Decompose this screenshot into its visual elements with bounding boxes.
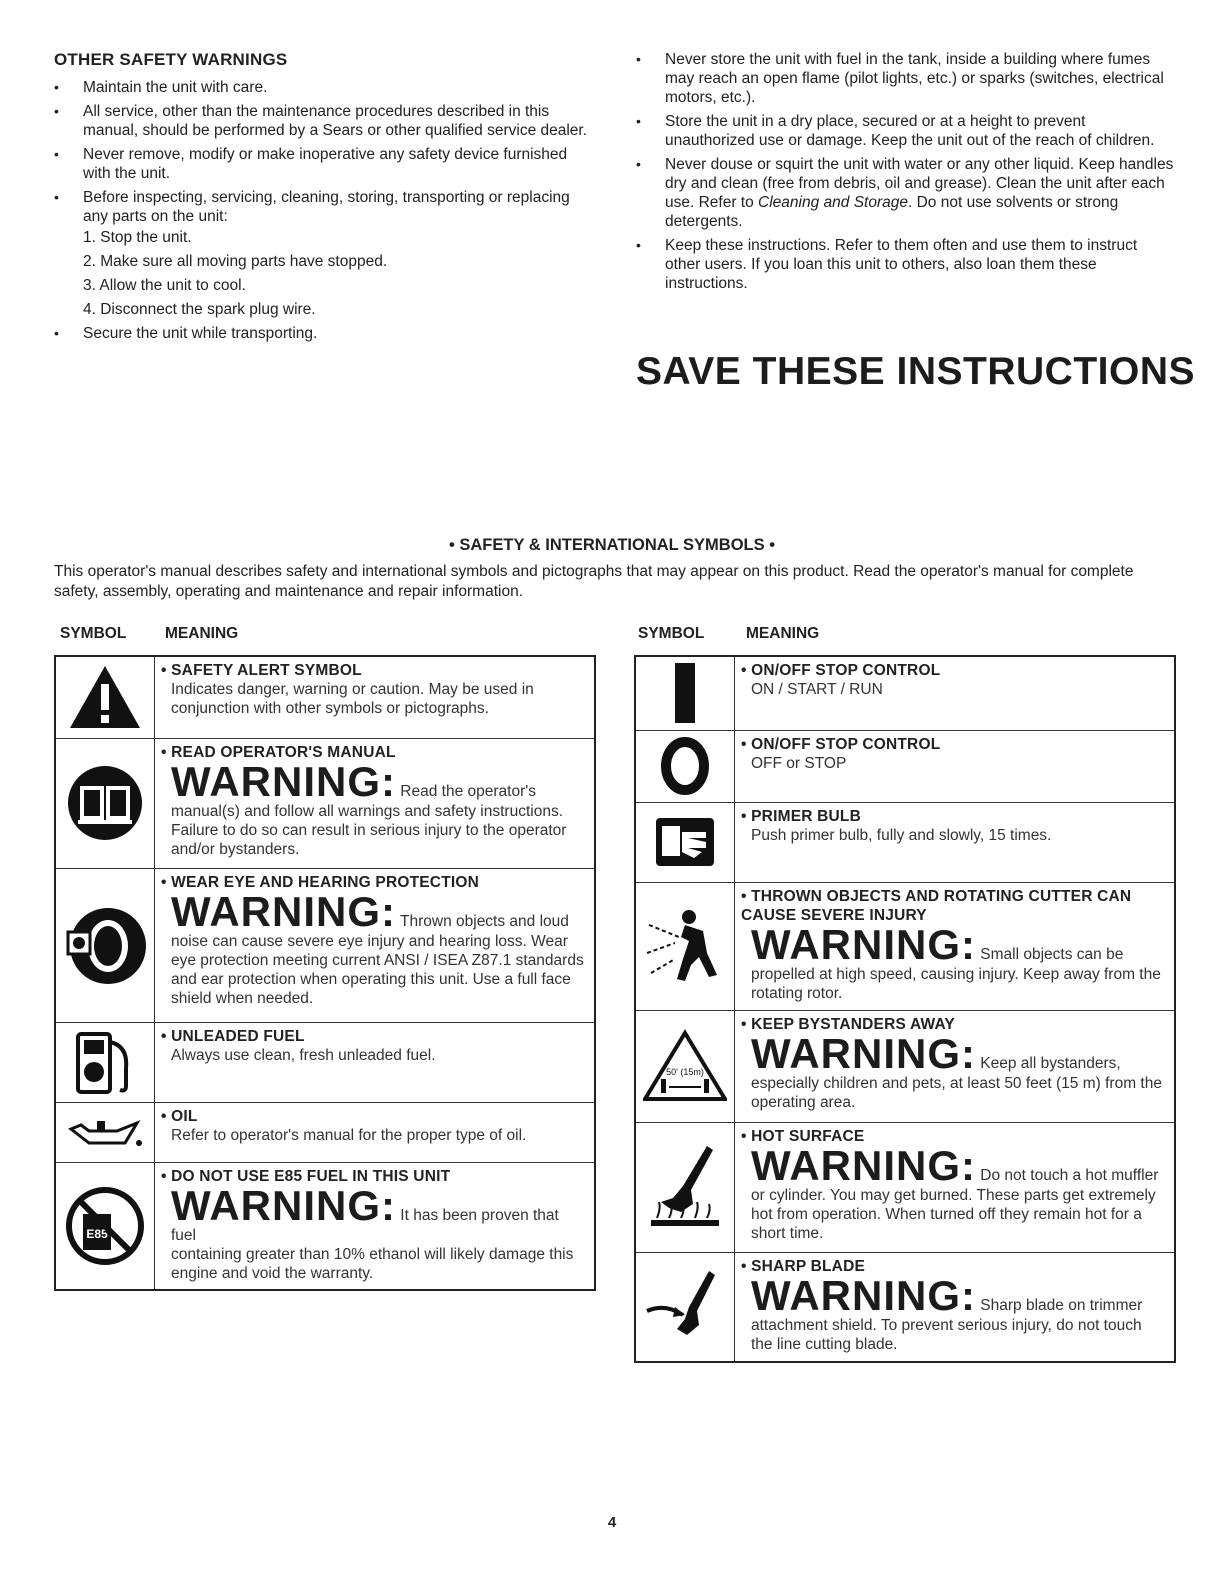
symbol-title: • WEAR EYE AND HEARING PROTECTION: [161, 873, 586, 892]
warning-lead: It has been proven that fuel: [171, 1206, 559, 1244]
warning-word: WARNING:: [751, 1141, 976, 1189]
symbol-cell: [635, 882, 735, 1010]
steps-list: [83, 228, 594, 319]
fuel-pump-icon: [60, 1028, 150, 1096]
warning-text: [161, 757, 586, 805]
table-row: [635, 882, 1175, 1010]
symbol-description: Push primer bulb, fully and slowly, 15 times.: [751, 826, 1052, 844]
symbols-table-right: [634, 655, 1176, 1363]
meaning-cell: [735, 1252, 1176, 1362]
symbols-heading: • SAFETY & INTERNATIONAL SYMBOLS •: [449, 536, 775, 554]
warning-lead: Keep all bystanders,: [980, 1054, 1121, 1072]
symbol-description: or cylinder. You may get burned. These parts get extremely hot from operation. When turned off they remain hot for a short time.: [751, 1186, 1156, 1242]
symbols-intro: This operator's manual describes safety and international symbols and pictographs that may appear on this product. Read the operator's manual for complete safety, assembly, operating and maintenance and repair information.: [54, 563, 1134, 600]
meaning-cell: [735, 656, 1176, 730]
cross-reference: Cleaning and Storage: [758, 194, 908, 211]
warning-lead: Sharp blade on trimmer: [980, 1296, 1143, 1314]
meaning-cell: [155, 738, 596, 868]
table-row: [635, 802, 1175, 882]
table-row: [635, 1122, 1175, 1252]
symbol-column-header: SYMBOL: [638, 625, 705, 642]
other-safety-warnings-continued: [636, 50, 1176, 298]
symbol-title: • UNLEADED FUEL: [161, 1027, 586, 1046]
table-row: [55, 1022, 595, 1102]
symbol-title: • THROWN OBJECTS AND ROTATING CUTTER CAN CAUSE SEVERE INJURY: [741, 887, 1166, 925]
bystanders-icon: [640, 1029, 730, 1103]
symbol-description: ON / START / RUN: [751, 681, 883, 698]
thrown-objects-icon: [640, 903, 730, 989]
symbol-description: especially children and pets, at least 50 feet (15 m) from the operating area.: [751, 1074, 1162, 1111]
warning-lead: Thrown objects and loud: [400, 912, 569, 930]
warning-text: [161, 1181, 586, 1245]
symbol-cell: [635, 730, 735, 802]
list-item-text: . Do not use solvents or strong detergents.: [665, 194, 1119, 230]
primer-bulb-icon: [640, 814, 730, 870]
symbol-description: containing greater than 10% ethanol will likely damage this engine and void the warranty.: [171, 1245, 574, 1282]
symbol-cell: [55, 1162, 155, 1290]
step-item: 1. Stop the unit.: [83, 229, 192, 246]
step-item: 3. Allow the unit to cool.: [83, 277, 246, 294]
symbol-cell: [635, 1010, 735, 1122]
symbol-title: • READ OPERATOR'S MANUAL: [161, 743, 586, 762]
step-item: 2. Make sure all moving parts have stopped.: [83, 253, 388, 270]
table-row: [55, 1162, 595, 1290]
symbol-column-header: SYMBOL: [60, 625, 127, 642]
warning-lead: Do not touch a hot muffler: [980, 1166, 1159, 1184]
meaning-cell: [735, 730, 1176, 802]
symbol-cell: [55, 868, 155, 1022]
symbol-description: Indicates danger, warning or caution. May be used in conjunction with other symbols or pictographs.: [171, 681, 534, 717]
symbol-title: • OIL: [161, 1107, 586, 1126]
list-item: • Secure the unit while transporting.: [54, 324, 594, 343]
symbol-title: • KEEP BYSTANDERS AWAY: [741, 1015, 1166, 1034]
meaning-cell: [155, 1162, 596, 1290]
warning-text: [741, 1141, 1166, 1189]
section-heading: OTHER SAFETY WARNINGS: [54, 50, 288, 69]
on-switch-icon: [640, 661, 730, 725]
eye-ear-protection-icon: [60, 902, 150, 988]
read-manual-icon: [60, 764, 150, 842]
symbols-table-left: [54, 655, 596, 1291]
symbol-cell: [55, 1102, 155, 1162]
symbol-cell: [55, 738, 155, 868]
warning-word: WARNING:: [751, 1271, 976, 1319]
symbol-cell: [635, 1122, 735, 1252]
symbol-cell: [635, 802, 735, 882]
list-item: [54, 188, 594, 319]
warning-text: [161, 887, 586, 935]
meaning-column-header: MEANING: [746, 625, 820, 642]
hot-surface-icon: [640, 1142, 730, 1232]
save-instructions-title: SAVE THESE INSTRUCTIONS: [636, 350, 1196, 393]
warning-word: WARNING:: [171, 757, 396, 805]
list-item: • Never store the unit with fuel in the tank, inside a building where fumes may reach an open flame (pilot lights, etc.) or sparks (switches, electrical motors, etc.).: [636, 50, 1176, 107]
warning-lead: Read the operator's: [400, 782, 536, 800]
table-row: [55, 1102, 595, 1162]
table-row: [635, 1010, 1175, 1122]
symbol-title: • ON/OFF STOP CONTROL: [741, 661, 1166, 680]
off-switch-icon: [640, 736, 730, 796]
symbol-title: • DO NOT USE E85 FUEL IN THIS UNIT: [161, 1167, 586, 1186]
safety-alert-icon: [60, 664, 150, 730]
list-item-text: Never douse or squirt the unit with water or any other liquid. Keep handles dry and clean (free from debris, oil and grease). Clean the unit after each use. Refer to: [665, 156, 1174, 211]
sharp-blade-icon: [640, 1267, 730, 1347]
warning-word: WARNING:: [171, 887, 396, 935]
svg-text:50' (15m): 50' (15m): [666, 1067, 704, 1077]
symbol-description: manual(s) and follow all warnings and safety instructions. Failure to do so can result in serious injury to the operator and/or bystanders.: [171, 802, 567, 858]
warning-text: [741, 920, 1166, 968]
oil-can-icon: [60, 1115, 150, 1149]
list-item-text: Before inspecting, servicing, cleaning, storing, transporting or replacing any parts on the unit:: [83, 189, 570, 225]
meaning-cell: [735, 802, 1176, 882]
symbol-cell: [55, 1022, 155, 1102]
symbol-title: • PRIMER BULB: [741, 807, 1166, 826]
warning-word: WARNING:: [751, 920, 976, 968]
symbol-description: Refer to operator's manual for the proper type of oil.: [171, 1126, 527, 1144]
table-row: [55, 738, 595, 868]
symbol-description: noise can cause severe eye injury and hearing loss. Wear eye protection meeting current ANSI / ISEA Z87.1 standards and ear protection when operating this unit. Use a full face shield when needed.: [171, 932, 584, 1007]
symbol-description: propelled at high speed, causing injury. Keep away from the rotating rotor.: [751, 965, 1161, 1002]
svg-text:E85: E85: [86, 1226, 108, 1241]
meaning-cell: [735, 882, 1176, 1010]
list-item: • Keep these instructions. Refer to them often and use them to instruct other users. If you loan this unit to others, also loan them these instructions.: [636, 236, 1176, 293]
symbol-cell: [635, 1252, 735, 1362]
table-row: [55, 868, 595, 1022]
table-row: [635, 656, 1175, 730]
warning-word: WARNING:: [171, 1181, 396, 1229]
list-item: • Never remove, modify or make inoperative any safety device furnished with the unit.: [54, 145, 594, 183]
table-row: [635, 1252, 1175, 1362]
meaning-cell: [155, 656, 596, 738]
table-row: [55, 656, 595, 738]
meaning-cell: [735, 1010, 1176, 1122]
symbol-title: • HOT SURFACE: [741, 1127, 1166, 1146]
meaning-cell: [155, 1102, 596, 1162]
warning-text: [741, 1029, 1166, 1077]
warning-text: [741, 1271, 1166, 1319]
meaning-cell: [735, 1122, 1176, 1252]
symbol-cell: [55, 656, 155, 738]
warning-lead: Small objects can be: [980, 945, 1124, 963]
meaning-cell: [155, 868, 596, 1022]
safety-bullet-list: [54, 78, 594, 343]
symbol-description: Always use clean, fresh unleaded fuel.: [171, 1046, 436, 1064]
meaning-column-header: MEANING: [165, 625, 239, 642]
other-safety-warnings: [54, 50, 594, 348]
step-item: 4. Disconnect the spark plug wire.: [83, 301, 316, 318]
list-item: • Maintain the unit with care.: [54, 78, 594, 97]
symbol-title: • SAFETY ALERT SYMBOL: [161, 661, 586, 680]
symbol-description: OFF or STOP: [751, 754, 847, 772]
list-item: [636, 155, 1176, 231]
table-row: [635, 730, 1175, 802]
safety-bullet-list: [636, 50, 1176, 293]
symbol-description: attachment shield. To prevent serious injury, do not touch the line cutting blade.: [751, 1316, 1142, 1353]
symbol-title: • ON/OFF STOP CONTROL: [741, 735, 1166, 754]
no-e85-icon: [60, 1186, 150, 1266]
symbol-cell: [635, 656, 735, 730]
page-number: 4: [607, 1514, 617, 1531]
list-item: • Store the unit in a dry place, secured or at a height to prevent unauthorized use or damage. Keep the unit out of the reach of children.: [636, 112, 1176, 150]
list-item: • All service, other than the maintenance procedures described in this manual, should be performed by a Sears or other qualified service dealer.: [54, 102, 594, 140]
symbol-title: • SHARP BLADE: [741, 1257, 1166, 1276]
meaning-cell: [155, 1022, 596, 1102]
warning-word: WARNING:: [751, 1029, 976, 1077]
